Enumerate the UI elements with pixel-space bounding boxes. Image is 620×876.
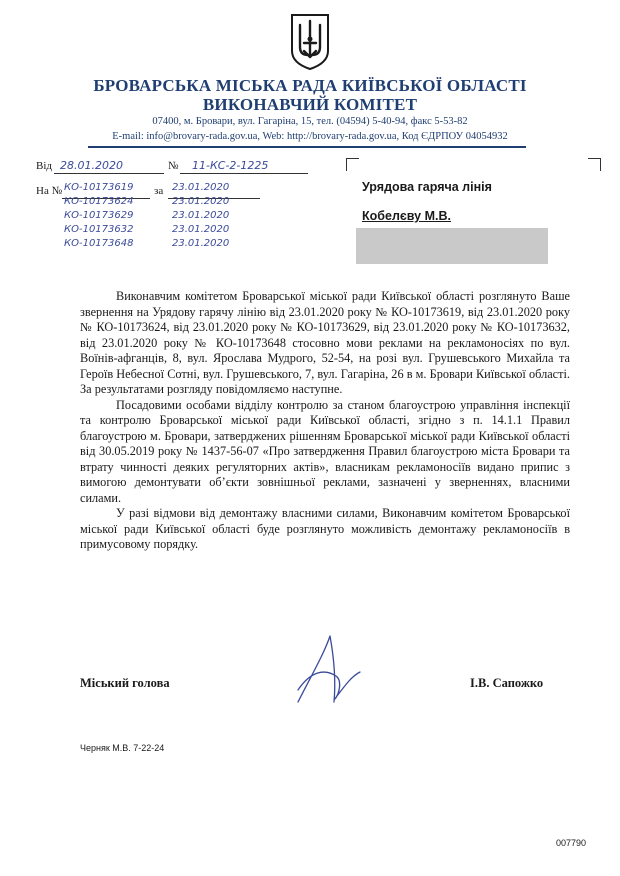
organization-address: 07400, м. Бровари, вул. Гагаріна, 15, тел. (04594) 5-40-94, факс 5-53-82 [152, 116, 468, 127]
organization-name: БРОВАРСЬКА МІСЬКА РАДА КИЇВСЬКОЇ ОБЛАСТІ [93, 76, 527, 95]
from-date: 28.01.2020 [60, 159, 123, 172]
number-label: № [168, 160, 179, 172]
redacted-block [356, 228, 548, 264]
signatory-title: Міський голова [80, 676, 170, 690]
reference-number: КО-10173629 [64, 210, 134, 221]
body-paragraph: Виконавчим комітетом Броварської міської ради Київської області розглянуто Ваше звернення на Урядову гарячу лінію від 23.01.2020 року № КО-10173619, від 23.01.2020 року № КО-10173624, від 23.01.2020 року № КО-10173629, від 23.01.2020 року № КО-10173632, від 23.01.2020 року № КО-10173648 стосовно мови реклами на рекламоносіях по вул. Воїнів-афганців, 8, вул. Ярослава Мудрого, 52-54, на розі вул. Грушевського Михайла та Героїв Небесної Сотні, вул. Грушевського, 7, вул. Гагаріна, 26 в м. Бровари Київської області. За результатами розгляду повідомляємо наступне. [80, 289, 570, 396]
from-label: Від [36, 160, 52, 172]
from-date-line [54, 173, 164, 174]
organization-subtitle: ВИКОНАВЧИЙ КОМІТЕТ [202, 95, 418, 114]
reference-date: 23.01.2020 [172, 238, 230, 249]
reference-number: КО-10173632 [64, 224, 134, 235]
letter-body [80, 289, 570, 553]
body-paragraph: У разі відмови від демонтажу власними силами, Виконавчим комітетом Броварської міської ради Київської області буде розглянуто можливість демонтажу рекламоносіїв в примусовому порядку. [80, 506, 570, 551]
reference-date: 23.01.2020 [172, 210, 230, 221]
reference-date: 23.01.2020 [172, 182, 230, 193]
number-line [180, 173, 308, 174]
reference-number: КО-10173624 [64, 196, 134, 207]
outgoing-number: 11-КС-2-1225 [192, 159, 269, 172]
on-label: за [154, 185, 164, 197]
address-corner-mark [588, 158, 601, 171]
reply-label: На № [36, 185, 63, 197]
recipient-organization: Урядова гаряча лінія [362, 180, 492, 194]
reference-number: КО-10173648 [64, 238, 134, 249]
organization-contacts: E-mail: info@brovary-rada.gov.ua, Web: http://brovary-rada.gov.ua, Код ЄДРПОУ 04054932 [112, 131, 508, 142]
coat-of-arms-icon [288, 13, 332, 71]
reference-number: КО-10173619 [64, 182, 134, 193]
recipient-name: Кобелєву М.В. [362, 209, 451, 223]
address-corner-mark [346, 158, 359, 171]
body-paragraph: Посадовими особами відділу контролю за станом благоустрою управління інспекції та контролю Броварської міської ради Київської області, згідно з п. 14.1.1 Правил благоустрою м. Бровари, затверджених рішенням Броварської міської ради Київської області від 30.05.2019 року № 1437-56-07 «Про затвердження Правил благоустрою міста Бровари та втрату чинності деяких регуляторних актів», власникам рекламоносіїв видано припис з вимогою демонтувати об’єкти зовнішньої реклами, зазначені у зверненнях, власними силами. [80, 397, 570, 505]
document-number: 007790 [556, 838, 587, 848]
handwritten-signature [290, 632, 370, 710]
reference-date: 23.01.2020 [172, 196, 230, 207]
executor-info: Черняк М.В. 7-22-24 [80, 743, 165, 753]
reference-date: 23.01.2020 [172, 224, 230, 235]
signatory-name: І.В. Сапожко [470, 676, 544, 690]
header-divider [88, 146, 526, 148]
